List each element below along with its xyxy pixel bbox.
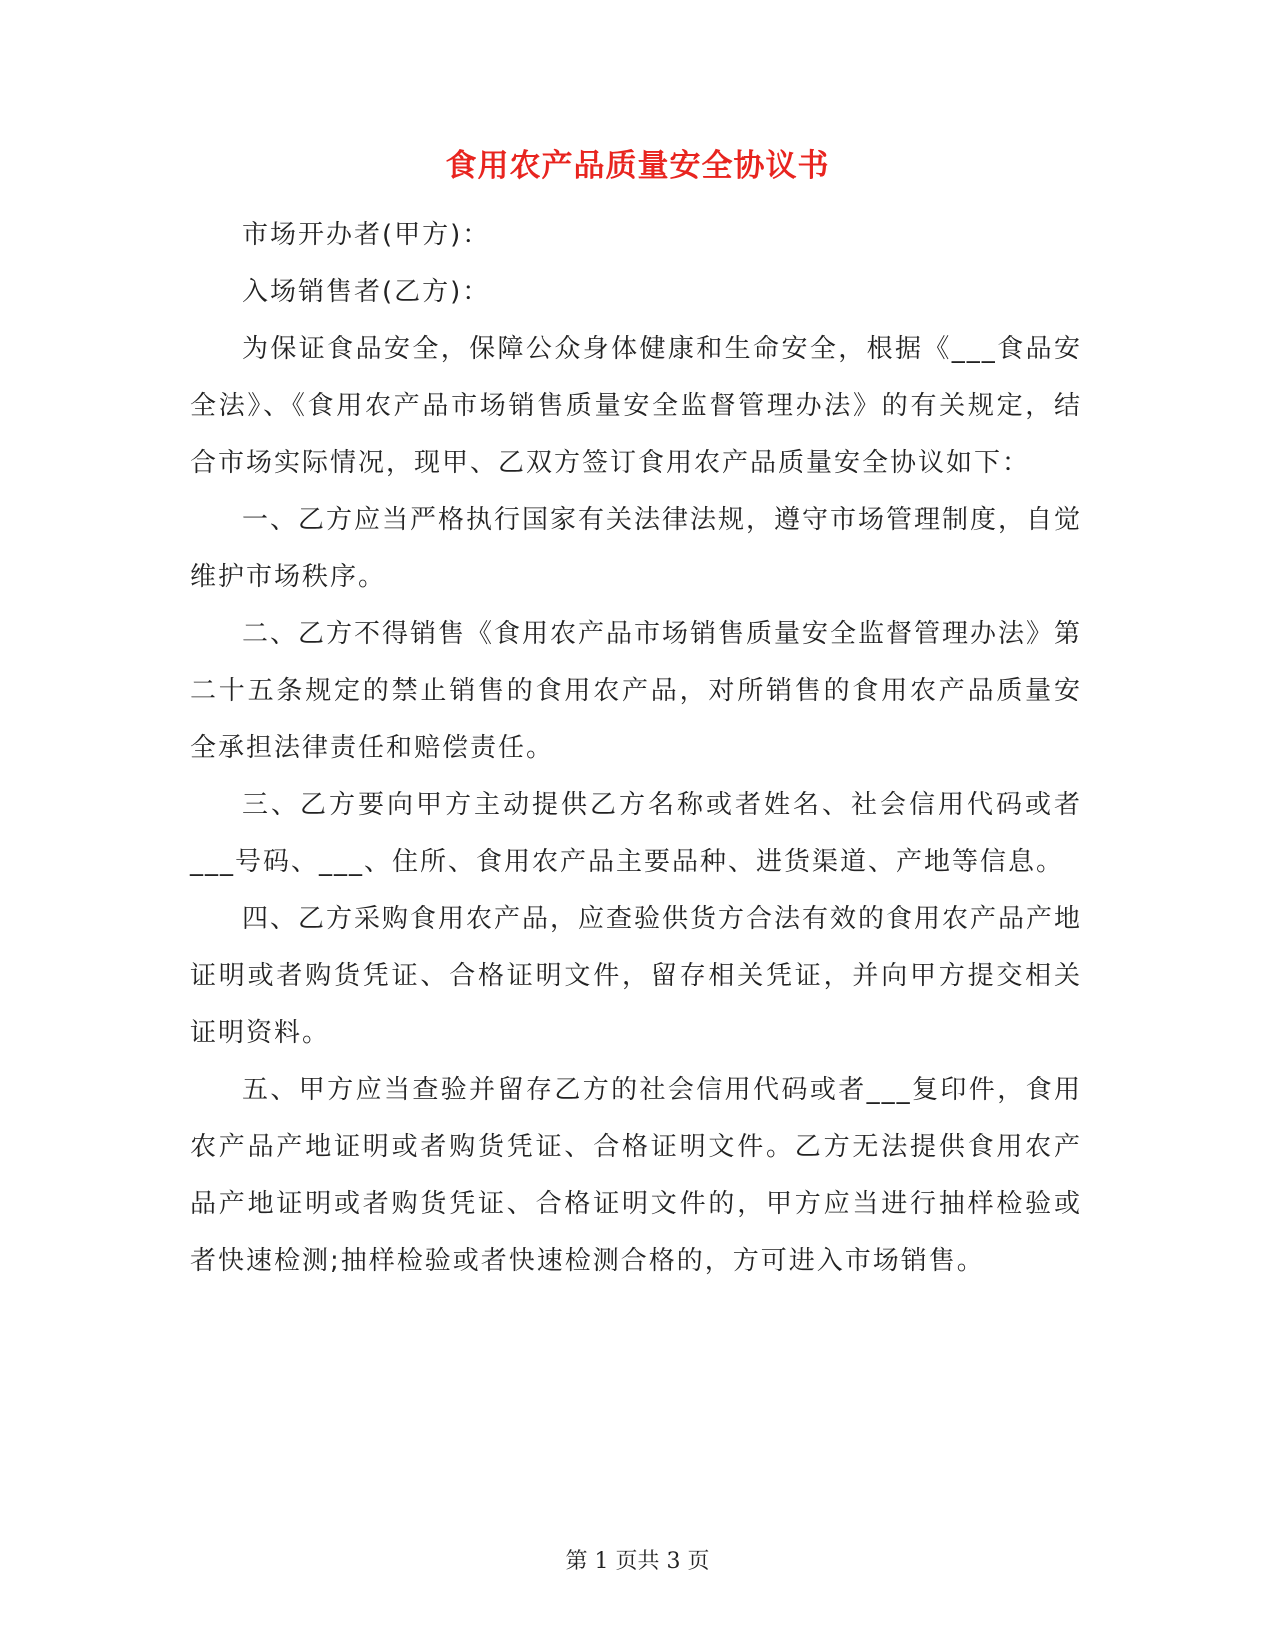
- document-body: [190, 207, 1082, 1290]
- clause-2: 二、乙方不得销售《食用农产品市场销售质量安全监督管理办法》第二十五条规定的禁止销售的食用农产品，对所销售的食用农产品质量安全承担法律责任和赔偿责任。: [190, 619, 1083, 763]
- clause-1: 一、乙方应当严格执行国家有关法律法规，遵守市场管理制度，自觉维护市场秩序。: [190, 505, 1083, 592]
- document-title: 食用农产品质量安全协议书: [445, 148, 830, 184]
- preamble-paragraph: 为保证食品安全，保障公众身体健康和生命安全，根据《___食品安全法》、《食用农产品市场销售质量安全监督管理办法》的有关规定，结合市场实际情况，现甲、乙双方签订食用农产品质量安全协议如下：: [190, 334, 1082, 478]
- page-number-footer: 第 1 页共 3 页: [565, 1549, 710, 1574]
- party-a-line: 市场开办者(甲方)：: [242, 220, 491, 250]
- clause-5: 五、甲方应当查验并留存乙方的社会信用代码或者___复印件，食用农产品产地证明或者购货凭证、合格证明文件。乙方无法提供食用农产品产地证明或者购货凭证、合格证明文件的，甲方应当进行抽样检验或者快速检测;抽样检验或者快速检测合格的，方可进入市场销售。: [190, 1075, 1082, 1276]
- clause-4: 四、乙方采购食用农产品，应查验供货方合法有效的食用农产品产地证明或者购货凭证、合格证明文件，留存相关凭证，并向甲方提交相关证明资料。: [190, 904, 1083, 1048]
- party-b-line: 入场销售者(乙方)：: [242, 277, 491, 307]
- clause-3: 三、乙方要向甲方主动提供乙方名称或者姓名、社会信用代码或者___号码、___、住所、食用农产品主要品种、进货渠道、产地等信息。: [190, 790, 1082, 877]
